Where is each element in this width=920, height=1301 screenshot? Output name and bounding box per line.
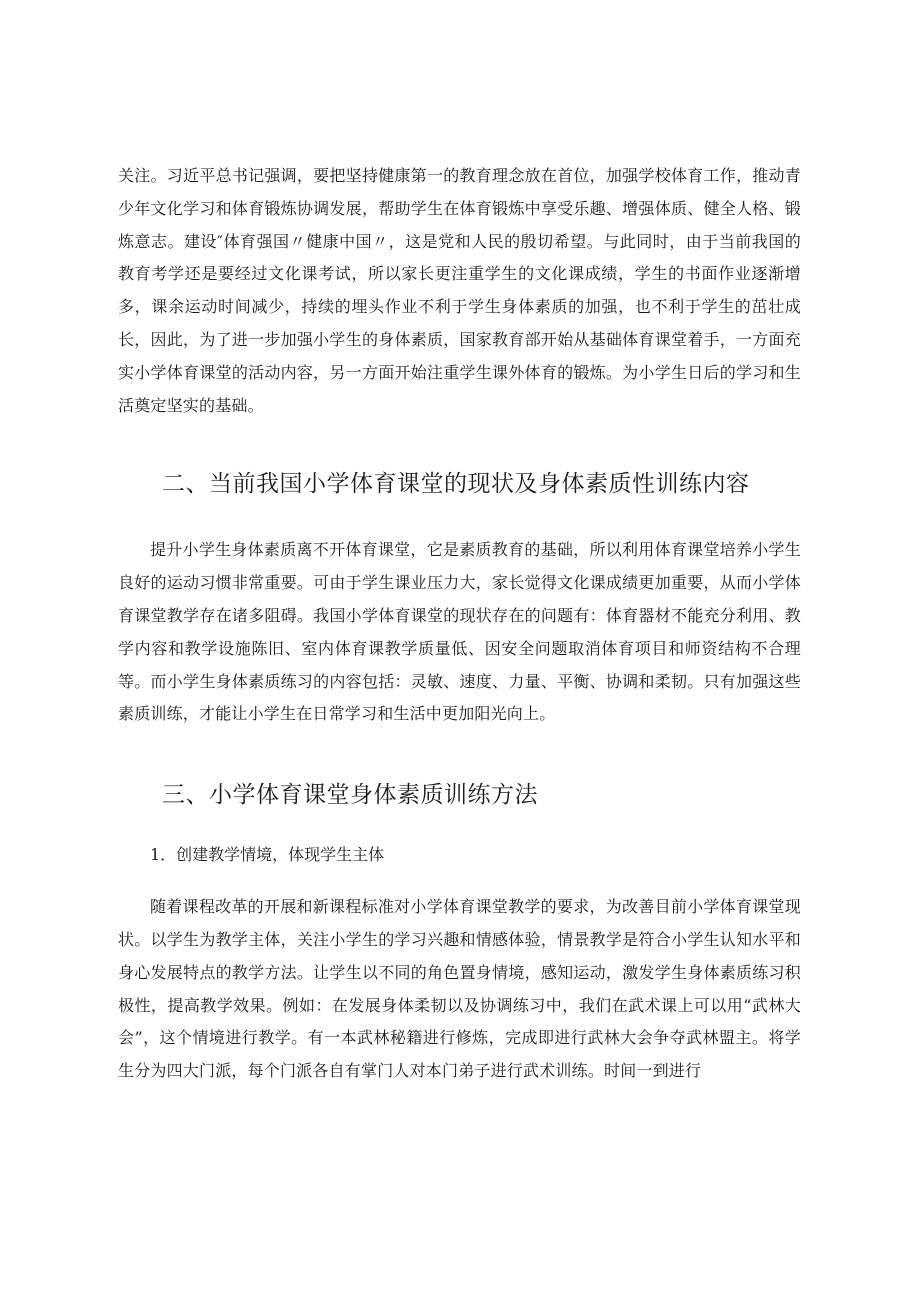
document-body bbox=[118, 160, 801, 1088]
paragraph-current-status: 提升小学生身体素质离不开体育课堂，它是素质教育的基础，所以利用体育课堂培养小学生良好的运动习惯非常重要。可由于学生课业压力大，家长觉得文化课成绩更加重要，从而小学体育课堂教学存在诸多阻碍。我国小学体育课堂的现状存在的问题有：体育器材不能充分利用、教学内容和教学设施陈旧、室内体育课教学质量低、因安全问题取消体育项目和师资结构不合理等。而小学生身体素质练习的内容包括：灵敏、速度、力量、平衡、协调和柔韧。只有加强这些素质训练，才能让小学生在日常学习和生活中更加阳光向上。 bbox=[118, 540, 801, 724]
paragraph-continuation: 关注。习近平总书记强调，要把坚持健康第一的教育理念放在首位，加强学校体育工作，推动青少年文化学习和体育锻炼协调发展，帮助学生在体育锻炼中享受乐趣、增强体质、健全人格、锻炼意志。建设″体育强国〃健康中国〃，这是党和人民的殷切希望。与此同时，由于当前我国的教育考学还是要经过文化课考试，所以家长更注重学生的文化课成绩，学生的书面作业逐渐增多，课余运动时间减少，持续的埋头作业不利于学生身体素质的加强，也不利于学生的茁壮成长，因此，为了进一步加强小学生的身体素质，国家教育部开始从基础体育课堂着手，一方面充实小学体育课堂的活动内容，另一方面开始注重学生课外体育的锻炼。为小学生日后的学习和生活奠定坚实的基础。 bbox=[118, 166, 801, 415]
paragraph-teaching-situation: 随着课程改革的开展和新课程标准对小学体育课堂教学的要求，为改善目前小学体育课堂现状。以学生为教学主体，关注小学生的学习兴趣和情感体验，情景教学是符合小学生认知水平和身心发展特点的教学方法。让学生以不同的角色置身情境，感知运动，激发学生身体素质练习积极性，提高教学效果。例如：在发展身体柔韧以及协调练习中，我们在武术课上可以用“武林大会”，这个情境进行教学。有一本武林秘籍进行修炼，完成即进行武林大会争夺武林盟主。将学生分为四大门派，每个门派各自有掌门人对本门弟子进行武术训练。时间一到进行 bbox=[118, 897, 801, 1081]
subsection-heading-teaching-situation: 1．创建教学情境，体现学生主体 bbox=[150, 845, 385, 865]
section-heading-training-methods: 三、小学体育课堂身体素质训练方法 bbox=[162, 782, 538, 809]
section-heading-current-status: 二、当前我国小学体育课堂的现状及身体素质性训练内容 bbox=[162, 471, 750, 498]
